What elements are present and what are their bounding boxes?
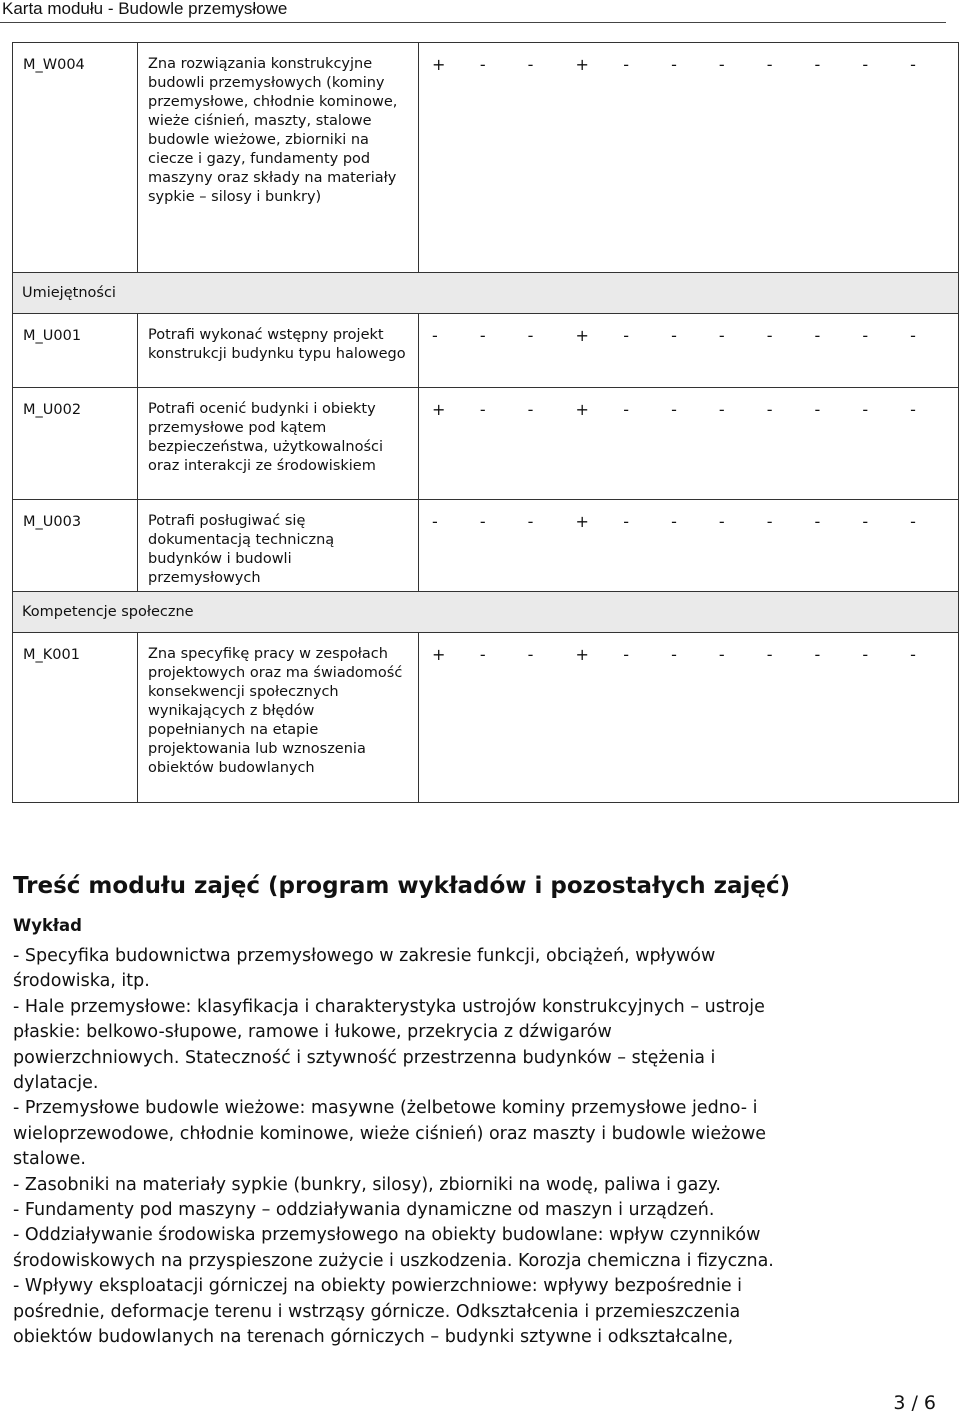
mark-cell: - <box>479 400 486 419</box>
content-line: stalowe. <box>13 1149 86 1170</box>
mark-cell: - <box>814 645 821 664</box>
content-line: - Fundamenty pod maszyny – oddziaływania dynamiczne od maszyn i urządzeń. <box>13 1200 715 1221</box>
mark-cell: - <box>432 326 438 345</box>
mark-cell: - <box>623 400 630 419</box>
mark-cell: - <box>671 326 677 345</box>
outcome-marks <box>419 314 959 388</box>
content-line: - Przemysłowe budowle wieżowe: masywne (żelbetowe kominy przemysłowe jedno- i <box>13 1098 758 1119</box>
outcome-description: Potrafi wykonać wstępny projekt konstrukcji budynku typu halowego <box>138 314 419 388</box>
mark-cell: + <box>432 400 446 419</box>
page-number: 3 / 6 <box>893 1392 936 1414</box>
content-line: dylatacje. <box>13 1073 99 1094</box>
mark-cell: - <box>862 512 869 531</box>
table-row <box>13 43 959 273</box>
mark-cell: - <box>862 400 869 419</box>
mark-cell: - <box>527 512 534 531</box>
mark-cell: + <box>575 512 589 531</box>
content-line: środowiska, itp. <box>13 971 150 992</box>
mark-cell: - <box>623 326 630 345</box>
section-row <box>13 273 959 314</box>
mark-cell: - <box>718 400 725 419</box>
mark-cell: - <box>766 512 773 531</box>
content-line: pośrednie, deformacje terenu i wstrząsy górnicze. Odkształcenia i przemieszczenia <box>13 1301 741 1322</box>
mark-cell: - <box>527 55 534 74</box>
mark-cell: - <box>910 326 916 345</box>
content-line: - Specyfika budownictwa przemysłowego w zakresie funkcji, obciążeń, wpływów <box>13 946 716 966</box>
content-line: środowiskowych na przyspieszone zużycie i uszkodzenia. Korozja chemiczna i fizyczna. <box>13 1250 774 1271</box>
mark-cell: - <box>479 512 486 531</box>
mark-cell: - <box>766 326 773 345</box>
mark-cell: - <box>718 55 725 74</box>
mark-cell: + <box>575 326 589 345</box>
outcome-description: Zna specyfikę pracy w zespołach projektowych oraz ma świadomość konsekwencji społecznych wynikających z błędów popełnianych na etapie projektowania lub wznoszenia obiektów budowlanych <box>138 633 419 803</box>
mark-cell: - <box>862 326 869 345</box>
mark-cell: - <box>527 326 534 345</box>
mark-cell: - <box>623 512 630 531</box>
mark-cell: - <box>814 400 821 419</box>
content-heading: Treść modułu zajęć (program wykładów i pozostałych zajęć) <box>13 873 791 899</box>
mark-cell: - <box>671 512 677 531</box>
section-row <box>13 592 959 633</box>
mark-cell: - <box>623 645 630 664</box>
mark-cell: - <box>766 400 773 419</box>
mark-cell: - <box>432 512 438 531</box>
outcome-code: M_U001 <box>13 314 138 388</box>
content-line: powierzchniowych. Stateczność i sztywność przestrzenna budynków – stężenia i <box>13 1047 716 1068</box>
page-header <box>0 0 946 23</box>
document-title: Karta modułu - Budowle przemysłowe <box>2 0 288 18</box>
mark-cell: - <box>527 400 534 419</box>
content-line: - Oddziaływanie środowiska przemysłowego na obiekty budowlane: wpływ czynników <box>13 1225 761 1246</box>
outcome-description: Potrafi posługiwać się dokumentacją techniczną budynków i budowli przemysłowych <box>138 500 419 592</box>
outcome-code: M_U003 <box>13 500 138 592</box>
mark-cell: - <box>910 400 916 419</box>
table-row <box>13 388 959 500</box>
mark-cell: + <box>432 55 446 74</box>
mark-cell: - <box>718 326 725 345</box>
mark-cell: - <box>718 645 725 664</box>
section-label: Umiejętności <box>13 273 959 314</box>
mark-cell: + <box>432 645 446 664</box>
module-content-section <box>13 870 943 1351</box>
mark-cell: - <box>910 512 916 531</box>
table-row <box>13 500 959 592</box>
table-row <box>13 633 959 803</box>
content-line: - Hale przemysłowe: klasyfikacja i charakterystyka ustrojów konstrukcyjnych – ustroje <box>13 996 765 1017</box>
outcome-description: Potrafi ocenić budynki i obiekty przemysłowe pod kątem bezpieczeństwa, użytkowalności oraz interakcji ze środowiskiem <box>138 388 419 500</box>
mark-cell: - <box>814 512 821 531</box>
mark-cell: - <box>910 645 916 664</box>
lecture-subheading: Wykład <box>13 916 82 935</box>
mark-cell: - <box>766 645 773 664</box>
mark-cell: - <box>671 400 677 419</box>
learning-outcomes-table <box>12 42 959 803</box>
outcome-code: M_U002 <box>13 388 138 500</box>
mark-cell: - <box>479 326 486 345</box>
content-line: - Wpływy eksploatacji górniczej na obiekty powierzchniowe: wpływy bezpośrednie i <box>13 1276 743 1297</box>
outcome-marks <box>419 500 959 592</box>
outcome-marks <box>419 633 959 803</box>
mark-cell: - <box>862 55 869 74</box>
mark-cell: - <box>814 326 821 345</box>
mark-cell: + <box>575 645 589 664</box>
mark-cell: - <box>862 645 869 664</box>
mark-cell: - <box>479 55 486 74</box>
outcome-code: M_W004 <box>13 43 138 273</box>
mark-cell: + <box>575 400 589 419</box>
lecture-content <box>13 944 943 1351</box>
content-line: wieloprzewodowe, chłodnie kominowe, wieże ciśnień) oraz maszty i budowle wieżowe <box>13 1123 767 1144</box>
mark-cell: - <box>527 645 534 664</box>
content-line: - Zasobniki na materiały sypkie (bunkry, silosy), zbiorniki na wodę, paliwa i gazy. <box>13 1174 721 1195</box>
mark-cell: - <box>671 55 677 74</box>
content-line: obiektów budowlanych na terenach górniczych – budynki sztywne i odkształcalne, <box>13 1327 734 1348</box>
mark-cell: + <box>575 55 589 74</box>
mark-cell: - <box>718 512 725 531</box>
content-line: płaskie: belkowo-słupowe, ramowe i łukowe, przekrycia z dźwigarów <box>13 1022 612 1043</box>
mark-cell: - <box>671 645 677 664</box>
outcome-marks <box>419 43 959 273</box>
mark-cell: - <box>623 55 630 74</box>
outcome-code: M_K001 <box>13 633 138 803</box>
mark-cell: - <box>766 55 773 74</box>
outcome-marks <box>419 388 959 500</box>
mark-cell: - <box>814 55 821 74</box>
outcome-description: Zna rozwiązania konstrukcyjne budowli przemysłowych (kominy przemysłowe, chłodnie kominowe, wieże ciśnień, maszty, stalowe budowle wieżowe, zbiorniki na ciecze i gazy, fundamenty pod maszyny oraz składy na materiały sypkie – silosy i bunkry) <box>138 43 419 273</box>
table-row <box>13 314 959 388</box>
mark-cell: - <box>910 55 916 74</box>
mark-cell: - <box>479 645 486 664</box>
section-label: Kompetencje społeczne <box>13 592 959 633</box>
